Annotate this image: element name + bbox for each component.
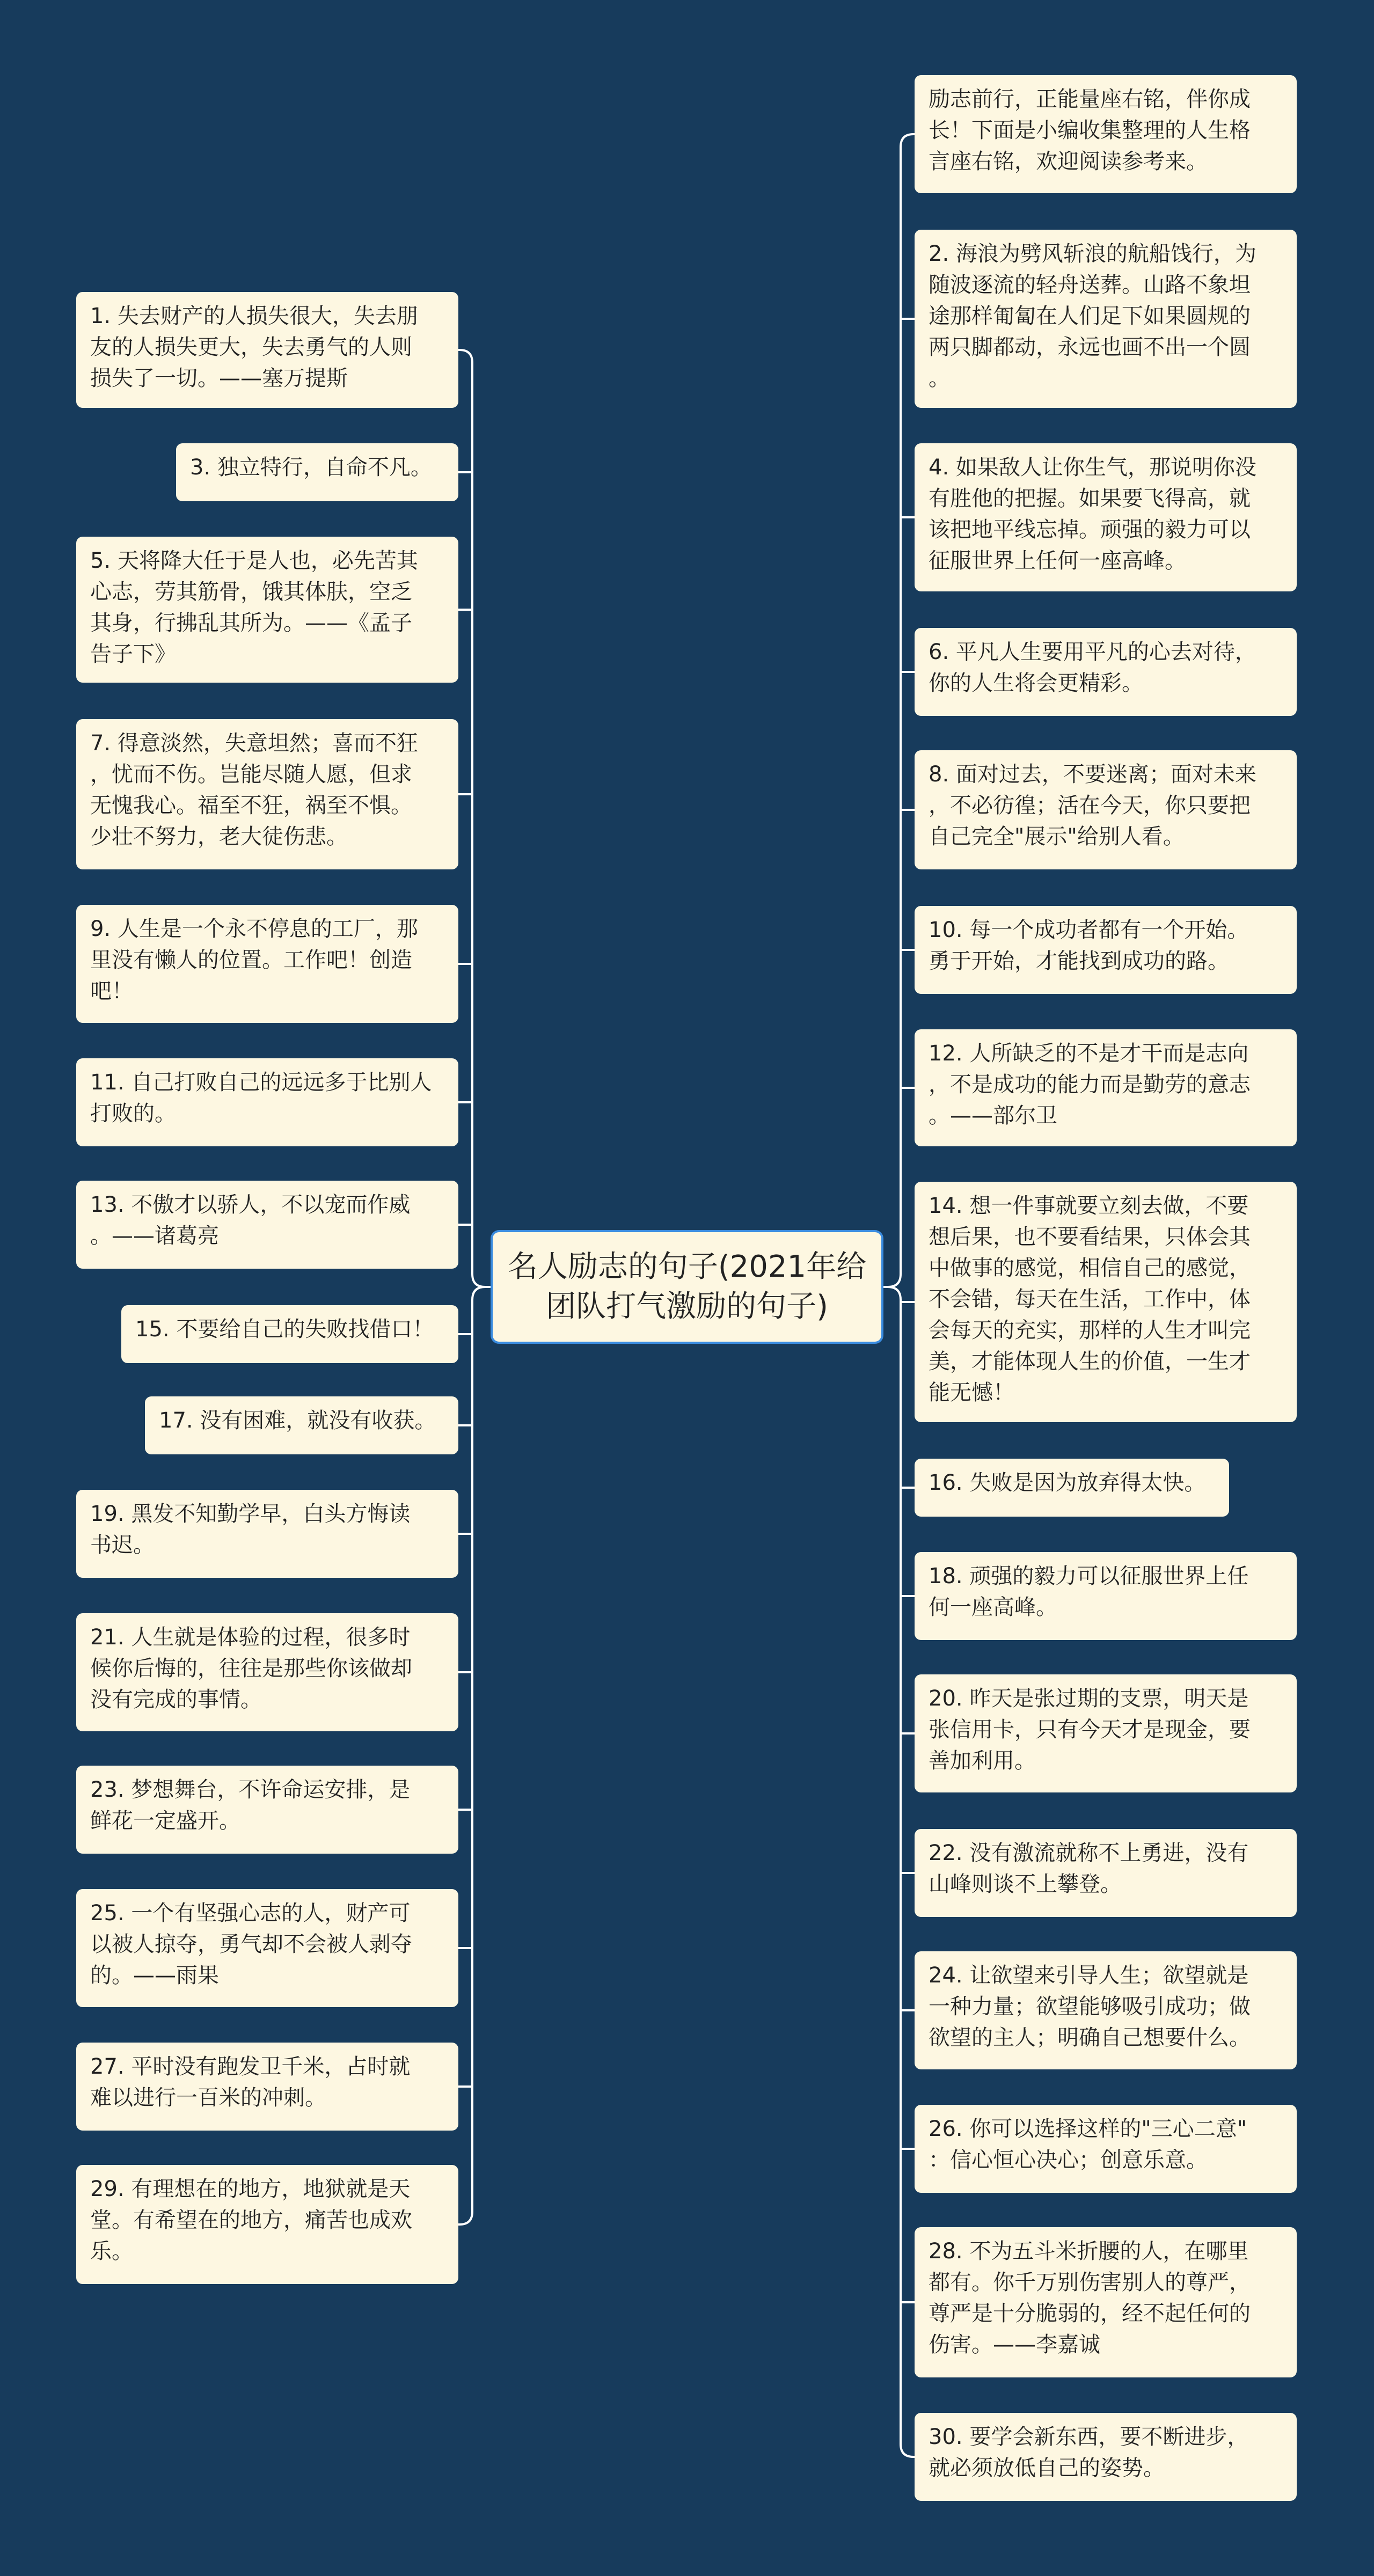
left-node-11[interactable]: 11. 自己打败自己的远远多于比别人 打败的。 — [76, 1058, 458, 1146]
right-node-30[interactable]: 30. 要学会新东西，要不断进步， 就必须放低自己的姿势。 — [915, 2413, 1297, 2501]
right-node-10[interactable]: 10. 每一个成功者都有一个开始。 勇于开始，才能找到成功的路。 — [915, 906, 1297, 994]
right-node-22[interactable]: 22. 没有激流就称不上勇进，没有 山峰则谈不上攀登。 — [915, 1829, 1297, 1917]
left-node-5[interactable]: 5. 天将降大任于是人也，必先苦其 心志，劳其筋骨，饿其体肤，空乏 其身，行拂乱其所为。——《孟子 告子下》 — [76, 537, 458, 683]
left-node-7[interactable]: 7. 得意淡然，失意坦然；喜而不狂 ，忧而不伤。岂能尽随人愿，但求 无愧我心。福至不狂，祸至不惧。 少壮不努力，老大徒伤悲。 — [76, 719, 458, 869]
center-topic[interactable]: 名人励志的句子(2021年给 团队打气激励的句子) — [491, 1230, 883, 1344]
left-node-23[interactable]: 23. 梦想舞台，不许命运安排，是 鲜花一定盛开。 — [76, 1766, 458, 1854]
left-node-3[interactable]: 3. 独立特行，自命不凡。 — [176, 443, 458, 501]
right-bracket-lower — [888, 1287, 915, 2457]
right-bracket-upper — [883, 134, 915, 1287]
right-node-14[interactable]: 14. 想一件事就要立刻去做，不要 想后果，也不要看结果，只体会其 中做事的感觉，相信自己的感觉， 不会错，每天在生活，工作中，体 会每天的充实，那样的人生才叫完 美，才能体现人生的价值，一生才 能无憾！ — [915, 1182, 1297, 1422]
right-node-6[interactable]: 6. 平凡人生要用平凡的心去对待， 你的人生将会更精彩。 — [915, 628, 1297, 716]
right-node-20[interactable]: 20. 昨天是张过期的支票，明天是 张信用卡，只有今天才是现金，要 善加利用。 — [915, 1674, 1297, 1792]
right-node-24[interactable]: 24. 让欲望来引导人生；欲望就是 一种力量；欲望能够吸引成功；做 欲望的主人；明确自己想要什么。 — [915, 1951, 1297, 2069]
right-node-16[interactable]: 16. 失败是因为放弃得太快。 — [915, 1459, 1229, 1517]
left-node-29[interactable]: 29. 有理想在的地方，地狱就是天 堂。有希望在的地方，痛苦也成欢 乐。 — [76, 2165, 458, 2284]
left-node-15[interactable]: 15. 不要给自己的失败找借口！ — [121, 1305, 458, 1363]
right-node-12[interactable]: 12. 人所缺乏的不是才干而是志向 ，不是成功的能力而是勤劳的意志 。——部尔卫 — [915, 1029, 1297, 1146]
left-bracket-lower — [458, 1287, 485, 2224]
left-node-25[interactable]: 25. 一个有坚强心志的人，财产可 以被人掠夺，勇气却不会被人剥夺 的。——雨果 — [76, 1889, 458, 2007]
right-node-intro[interactable]: 励志前行，正能量座右铭，伴你成 长！下面是小编收集整理的人生格 言座右铭，欢迎阅读参考来。 — [915, 75, 1297, 193]
left-node-13[interactable]: 13. 不傲才以骄人，不以宠而作威 。——诸葛亮 — [76, 1181, 458, 1269]
left-node-19[interactable]: 19. 黑发不知勤学早，白头方悔读 书迟。 — [76, 1490, 458, 1578]
right-node-26[interactable]: 26. 你可以选择这样的"三心二意" ：信心恒心决心；创意乐意。 — [915, 2105, 1297, 2193]
left-node-17[interactable]: 17. 没有困难，就没有收获。 — [145, 1396, 458, 1454]
left-bracket-upper — [458, 350, 491, 1287]
left-node-27[interactable]: 27. 平时没有跑发卫千米，占时就 难以进行一百米的冲刺。 — [76, 2043, 458, 2131]
left-node-9[interactable]: 9. 人生是一个永不停息的工厂，那 里没有懒人的位置。工作吧！创造 吧！ — [76, 905, 458, 1023]
left-node-1[interactable]: 1. 失去财产的人损失很大，失去朋 友的人损失更大，失去勇气的人则 损失了一切。——塞万提斯 — [76, 292, 458, 408]
right-node-4[interactable]: 4. 如果敌人让你生气，那说明你没 有胜他的把握。如果要飞得高，就 该把地平线忘掉。顽强的毅力可以 征服世界上任何一座高峰。 — [915, 443, 1297, 591]
right-node-2[interactable]: 2. 海浪为劈风斩浪的航船饯行，为 随波逐流的轻舟送葬。山路不象坦 途那样匍匐在人们足下如果圆规的 两只脚都动，永远也画不出一个圆 。 — [915, 230, 1297, 408]
right-node-18[interactable]: 18. 顽强的毅力可以征服世界上任 何一座高峰。 — [915, 1552, 1297, 1640]
right-node-28[interactable]: 28. 不为五斗米折腰的人，在哪里 都有。你千万别伤害别人的尊严， 尊严是十分脆弱的，经不起任何的 伤害。——李嘉诚 — [915, 2227, 1297, 2377]
right-node-8[interactable]: 8. 面对过去，不要迷离；面对未来 ，不必彷徨；活在今天，你只要把 自己完全"展示"给别人看。 — [915, 750, 1297, 869]
left-node-21[interactable]: 21. 人生就是体验的过程，很多时 候你后悔的，往往是那些你该做却 没有完成的事情。 — [76, 1613, 458, 1731]
